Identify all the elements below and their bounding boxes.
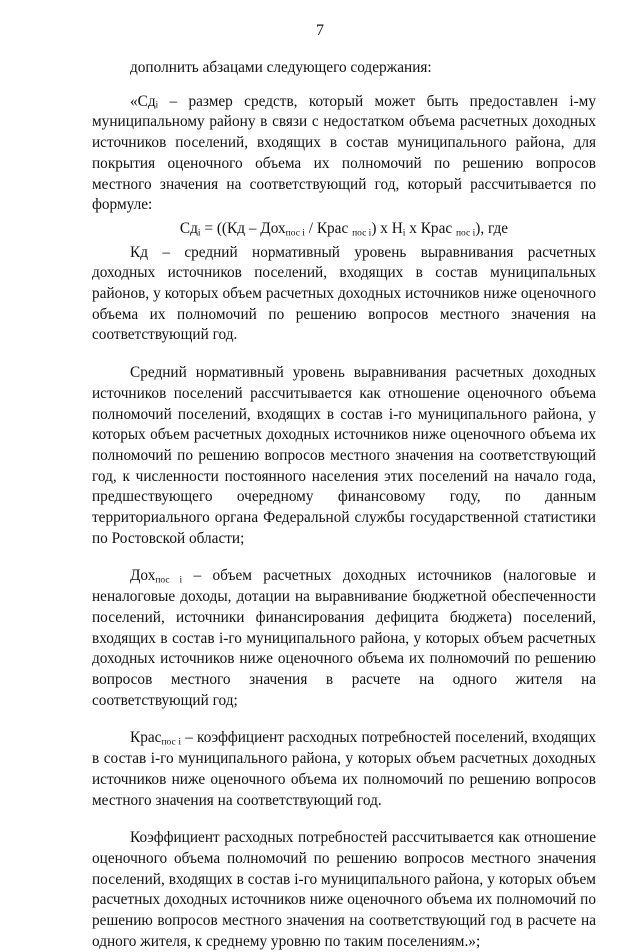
dox-definition-paragraph — [92, 566, 596, 711]
intro-paragraph: дополнить абзацами следующего содержания: — [130, 59, 432, 76]
formula-lhs: Сд — [179, 219, 198, 237]
page-number: 7 — [316, 22, 324, 39]
formula-mid: ) х Н — [371, 219, 403, 237]
kd-calculation-paragraph: Средний нормативный уровень выравнивания расчетных доходных источников поселений рассчитывается как отношение оценочного объема полномочий поселений, входящих в состав i-го муниципального района, у которых объем расчетных доходных источников ниже оценочного объема их полномочий по решению вопросов местного значения на соответствующий год, к численности постоянного населения этих поселений на начало года, предшествующего очередному финансовому году, по данным территориального органа Федеральной службы государственной статистики по Ростовской области; — [92, 364, 596, 547]
kras-term: Крас — [130, 729, 162, 747]
formula — [92, 219, 596, 240]
kras-calculation-paragraph: Коэффициент расходных потребностей рассчитывается как отношение оценочного объема полномочий по решению вопросов местного значения поселений, входящих в состав i-го муниципального района, у которых объем расчетных доходных источников ниже оценочного объема их полномочий по решению вопросов местного значения на соответствующий год в расчете на одного жителя, к среднему уровню по таким поселениям.»; — [92, 829, 596, 950]
dox-definition-text: – объем расчетных доходных источников (налоговые и неналоговые доходы, дотации на выравнивание бюджетной обеспеченности поселений, источники финансирования дефицита бюджета) поселений, входящих в состав i-го муниципального района, у которых объем расчетных доходных источников ниже оценочного объема их полномочий по решению вопросов местного значения в расчете на одного жителя на соответствующий год; — [92, 567, 596, 709]
formula-kras-sub: пос i — [352, 228, 372, 239]
kras-definition-paragraph — [92, 728, 596, 811]
kras-definition-text: – коэффициент расходных потребностей поселений, входящих в состав i-го муниципального района, у которых объем расчетных доходных источников ниже оценочного объема их полномочий по решению вопросов местного значения на соответствующий год. — [92, 729, 596, 809]
document-body — [92, 58, 596, 952]
definition-sd-paragraph: «Сдᵢ – размер средств, который может быть предоставлен i-му муниципальному району в связи с недостатком объема расчетных доходных источников поселений, входящих в состав муниципального района, для покрытия оценочного объема их полномочий по решению вопросов местного значения на соответствующий год, который рассчитывается по формуле: — [92, 92, 596, 214]
formula-n-sub: i — [402, 228, 406, 239]
formula-tail-sub: пос i — [455, 228, 476, 239]
formula-eq: = ((Кд – Дох — [200, 219, 286, 237]
kd-definition-paragraph: Кд – средний нормативный уровень выравнивания расчетных доходных источников поселений, входящих в состав муниципальных районов, у которых объем расчетных доходных источников ниже оценочного объема их полномочий по решению вопросов местного значения на соответствующий год. — [92, 243, 596, 344]
formula-tail: х Крас — [405, 219, 456, 237]
formula-end: ), где — [475, 219, 509, 237]
formula-dox-sub: пос i — [285, 228, 305, 239]
dox-term: Дох — [130, 567, 156, 585]
formula-lhs-sub: i — [197, 228, 201, 239]
kras-term-sub: пос i — [161, 737, 182, 748]
dox-term-sub: пос i — [155, 575, 183, 586]
formula-div: / Крас — [304, 219, 353, 237]
